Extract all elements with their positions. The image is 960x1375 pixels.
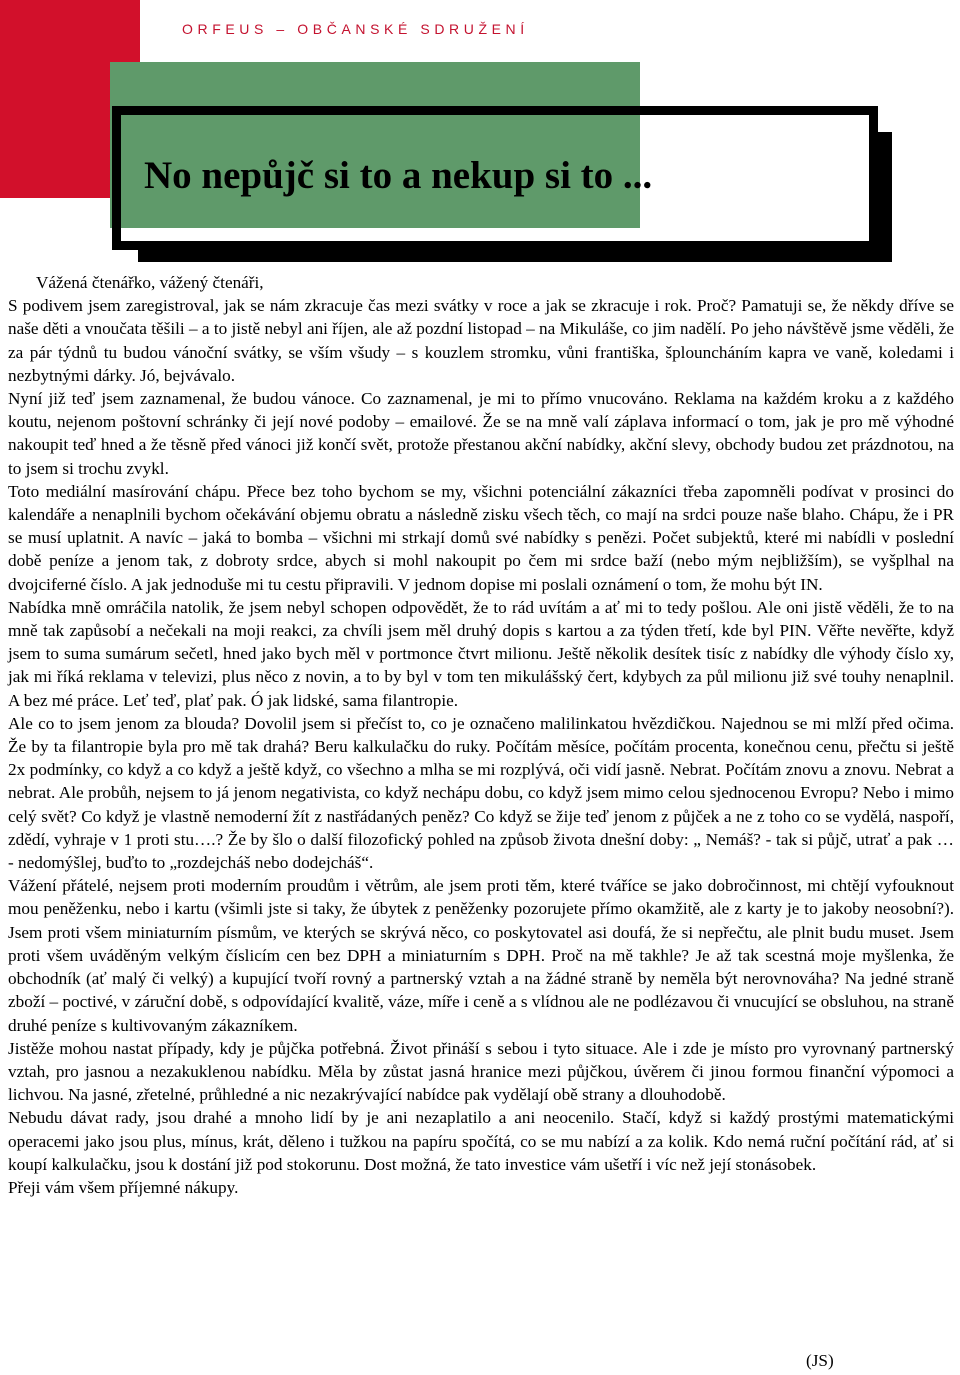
organization-header: ORFEUS – OBČANSKÉ SDRUŽENÍ bbox=[182, 21, 529, 37]
article-greeting: Vážená čtenářko, vážený čtenáři, bbox=[36, 273, 264, 292]
article-title: No nepůjč si to a nekup si to ... bbox=[144, 154, 653, 197]
author-signature: (JS) bbox=[806, 1351, 834, 1370]
article-paragraph: Nebudu dávat rady, jsou drahé a mnoho lidí by je ani nezaplatilo a ani neocenilo. Stačí, když si každý prostými matematickými operacemi jako jsou plus, mínus, krát, děleno i tužkou na papíru spočítá, co se mu nabízí a za kolik. Kdo nemá ruční počítání rád, ať si koupí kalkulačku, jsou k dostání již pod stokorunu. Dost možná, že tato investice vám ušetří i víc než její stonásobek. bbox=[8, 1108, 954, 1174]
article-paragraph: Toto mediální masírování chápu. Přece bez toho bychom se my, všichni potenciální zákazníci třeba zapomněli podívat v prosinci do kalendáře a nenaplnili bychom očekávání objemu obratu a následně zisku všech těch, co mají na srdci pouze naše blaho. Chápu, že i PR se musí uplatnit. A navíc – jaká to bomba – všichni mi strkají domů své nabídky s penězi. Počet subjektů, které mi nabídli v poslední době peníze a jenom tak, z dobroty srdce, abych si mohl nakoupit po čem mi srdce baží (nebo mým nejbližším), se vyšplhal na dvojciferné číslo. A jak jednoduše mi tu cestu připravili. V jednom dopise mi poslali oznámení o tom, že mohu být IN. bbox=[8, 481, 954, 594]
article-paragraph: Vážení přátelé, nejsem proti moderním proudům i větrům, ale jsem proti těm, které tváříce se jako dobročinnost, mi chtějí vyfouknout mou peněženku, nebo i kartu (všimli jste si taky, že úbytek z peněženky pozorujete přímo okamžitě, ale z karty je to jakoby neosobní?). Jsem proti všem miniaturním písmům, ve kterých se skrývá něco, co poskytovatel asi doufá, že si nepřečtu, ale plnit budu muset. Jsem proti všem uváděným velkým číslicím cen bez DPH a miniaturním s DPH. Proč na mě takhle? Je až tak scestná moje myšlenka, že obchodník (ať malý či velký) a kupující tvoří rovný a partnerský vztah a na žádné straně by neměla být nerovnováha? Na jedné straně zboží – poctivé, v záruční době, s odpovídající kvalitě, váze, míře i ceně a s vlídnou ale ne podlézavou či vnucující se obsluhou, na straně druhé peníze s kultivovaným zákazníkem. bbox=[8, 876, 954, 1035]
article-paragraph: Ale co to jsem jenom za blouda? Dovolil jsem si přečíst to, co je označeno malilinkatou hvězdičkou. Najednou se mi mlží před očima. Že by ta filantropie byla pro mě tak drahá? Beru kalkulačku do ruky. Počítám měsíce, počítám procenta, konečnou cenu, přečtu si ještě 2x podmínky, co když a co když a ještě když, co všechno a mlha se mi rozplývá, oči vidí jasně. Nebrat. Počítám znovu a znovu. Nebrat a nebrat. Ale probůh, nejsem to já jenom negativista, co když nechápu dobu, co když jsem mimo celou sjednocenou Evropu? Nebo i mimo celý svět? Co když je vlastně nemoderní žít z nastřádaných peněz? Co když se žije teď jenom z půjček a ne z toho co se vydělá, naspoří, zdědí, vyhraje v 1 proti stu….? Že by šlo o další filozofický pohled na způsob života dnešní doby: „ Nemáš? - tak si půjč, utrať a pak … - nedomýšlej, buďto to „rozdejcháš nebo dodejcháš“. bbox=[8, 713, 954, 873]
article-closing: Přeji vám všem příjemné nákupy. bbox=[8, 1177, 239, 1197]
article-paragraph: Nyní již teď jsem zaznamenal, že budou vánoce. Co zaznamenal, je mi to přímo vnucováno. Reklama na každém kroku a z každého koutu, nejenom poštovní schránky či její nové podoby – emailové. Že se na mně valí záplava informací o tom, jak je pro mě výhodné nakoupit teď hned a že těsně před vánoci již končí svět, protože přestanou akční nabídky, akční slevy, obchody budou zet prázdnotou, na to jsem si trochu zvykl. bbox=[8, 389, 954, 478]
title-frame-shadow-right bbox=[878, 132, 892, 262]
article-body bbox=[8, 271, 954, 1199]
article-paragraph: Jistěže mohou nastat případy, kdy je půjčka potřebná. Život přináší s sebou i tyto situace. Ale i zde je místo pro vyrovnaný partnerský vztah, pro jasnou a nezakuklenou nabídku. Měla by zůstat jasná hranice mezi půjčkou, úvěrem či jinou formou finanční výpomoci a lichvou. Na jasné, zřetelné, průhledné a nic nezakrývající nabídce pak vydělají obě strany a dlouhodobě. bbox=[8, 1038, 954, 1105]
title-frame-shadow-bottom bbox=[138, 250, 892, 262]
article-paragraph: Nabídka mně omráčila natolik, že jsem nebyl schopen odpovědět, že to rád uvítám a ať mi to tedy pošlou. Ale oni jistě věděli, že to na mně tak zapůsobí a nečekali na moji reakci, za chvíli jsem měl druhý dopis s kartou a za týden třetí, kde byl PIN. Věřte nevěřte, když jsem to suma sumárum sečetl, hned jako bych měl v portmonce čtvrt milionu. Ještě několik desítek tisíc z nabídky dle výhody číslo xy, jak mi říká reklama v televizi, plus něco z novin, a to by byl v tom ten mikulášský čert, kdybych za půl milionu již své touhy nenaplnil. A bez mé práce. Leť teď, plať pak. Ó jak lidské, sama filantropie. bbox=[8, 597, 954, 710]
article-paragraph: S podivem jsem zaregistroval, jak se nám zkracuje čas mezi svátky v roce a jak se zkracuje i rok. Proč? Pamatuji se, že někdy dříve se naše děti a vnoučata těšili – a to jistě nebyl ani říjen, ale až pozdní listopad – na Mikuláše, co jim nadělí. Po jeho návštěvě jsme věděli, že za pár týdnů tu budou vánoční svátky, se vším všudy – s kouzlem stromku, vůni františka, šplouncháním kapra ve vaně, koledami i nezbytnými dárky. Jó, bejvávalo. bbox=[8, 296, 954, 385]
